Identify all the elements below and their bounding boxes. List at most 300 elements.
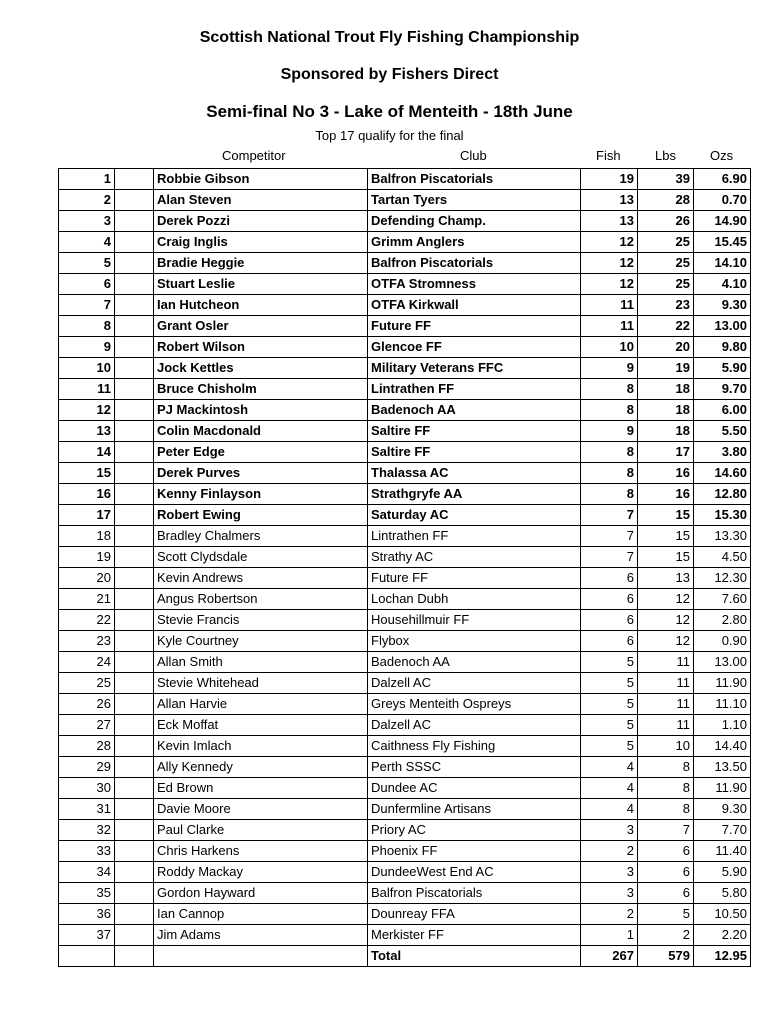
lbs-cell: 25 bbox=[638, 253, 694, 274]
competitor-cell: Grant Osler bbox=[154, 316, 368, 337]
row-blank-cell bbox=[115, 190, 154, 211]
club-cell: Badenoch AA bbox=[368, 652, 581, 673]
position-cell: 16 bbox=[59, 484, 115, 505]
total-lbs: 579 bbox=[638, 946, 694, 967]
row-blank-cell bbox=[115, 904, 154, 925]
column-header-lbs: Lbs bbox=[655, 148, 676, 163]
lbs-cell: 6 bbox=[638, 841, 694, 862]
table-row bbox=[59, 421, 751, 442]
fish-cell: 7 bbox=[581, 505, 638, 526]
table-row bbox=[59, 715, 751, 736]
ozs-cell: 13.00 bbox=[694, 316, 751, 337]
row-blank-cell bbox=[115, 526, 154, 547]
position-cell: 22 bbox=[59, 610, 115, 631]
position-cell: 19 bbox=[59, 547, 115, 568]
column-header-fish: Fish bbox=[596, 148, 621, 163]
row-blank-cell bbox=[115, 757, 154, 778]
total-blank-cell bbox=[115, 946, 154, 967]
fish-cell: 5 bbox=[581, 673, 638, 694]
row-blank-cell bbox=[115, 484, 154, 505]
fish-cell: 5 bbox=[581, 736, 638, 757]
table-row bbox=[59, 799, 751, 820]
competitor-cell: Ian Cannop bbox=[154, 904, 368, 925]
competitor-cell: Kyle Courtney bbox=[154, 631, 368, 652]
row-blank-cell bbox=[115, 568, 154, 589]
ozs-cell: 1.10 bbox=[694, 715, 751, 736]
column-header-club: Club bbox=[460, 148, 487, 163]
row-blank-cell bbox=[115, 169, 154, 190]
competitor-cell: PJ Mackintosh bbox=[154, 400, 368, 421]
position-cell: 33 bbox=[59, 841, 115, 862]
ozs-cell: 9.30 bbox=[694, 799, 751, 820]
competitor-cell: Ally Kennedy bbox=[154, 757, 368, 778]
lbs-cell: 16 bbox=[638, 484, 694, 505]
table-row bbox=[59, 526, 751, 547]
competitor-cell: Stuart Leslie bbox=[154, 274, 368, 295]
column-header-ozs: Ozs bbox=[710, 148, 734, 163]
competitor-cell: Bruce Chisholm bbox=[154, 379, 368, 400]
row-blank-cell bbox=[115, 421, 154, 442]
lbs-cell: 2 bbox=[638, 925, 694, 946]
fish-cell: 3 bbox=[581, 862, 638, 883]
competitor-cell: Chris Harkens bbox=[154, 841, 368, 862]
table-row bbox=[59, 568, 751, 589]
column-header-competitor: Competitor bbox=[222, 148, 286, 163]
competitor-cell: Alan Steven bbox=[154, 190, 368, 211]
row-blank-cell bbox=[115, 925, 154, 946]
ozs-cell: 2.80 bbox=[694, 610, 751, 631]
position-cell: 7 bbox=[59, 295, 115, 316]
club-cell: Balfron Piscatorials bbox=[368, 169, 581, 190]
club-cell: Saltire FF bbox=[368, 442, 581, 463]
fish-cell: 12 bbox=[581, 253, 638, 274]
fish-cell: 8 bbox=[581, 463, 638, 484]
competitor-cell: Bradie Heggie bbox=[154, 253, 368, 274]
fish-cell: 9 bbox=[581, 421, 638, 442]
ozs-cell: 11.10 bbox=[694, 694, 751, 715]
row-blank-cell bbox=[115, 274, 154, 295]
club-cell: Saltire FF bbox=[368, 421, 581, 442]
table-row bbox=[59, 253, 751, 274]
competitor-cell: Bradley Chalmers bbox=[154, 526, 368, 547]
fish-cell: 7 bbox=[581, 526, 638, 547]
club-cell: DundeeWest End AC bbox=[368, 862, 581, 883]
lbs-cell: 16 bbox=[638, 463, 694, 484]
row-blank-cell bbox=[115, 883, 154, 904]
table-row bbox=[59, 610, 751, 631]
fish-cell: 8 bbox=[581, 442, 638, 463]
fish-cell: 11 bbox=[581, 295, 638, 316]
club-cell: Strathgryfe AA bbox=[368, 484, 581, 505]
position-cell: 28 bbox=[59, 736, 115, 757]
lbs-cell: 12 bbox=[638, 631, 694, 652]
row-blank-cell bbox=[115, 211, 154, 232]
position-cell: 17 bbox=[59, 505, 115, 526]
qualify-note: Top 17 qualify for the final bbox=[315, 128, 464, 143]
competitor-cell: Colin Macdonald bbox=[154, 421, 368, 442]
row-blank-cell bbox=[115, 442, 154, 463]
table-row bbox=[59, 820, 751, 841]
total-label: Total bbox=[368, 946, 581, 967]
ozs-cell: 14.10 bbox=[694, 253, 751, 274]
table-row bbox=[59, 316, 751, 337]
ozs-cell: 14.60 bbox=[694, 463, 751, 484]
lbs-cell: 8 bbox=[638, 778, 694, 799]
ozs-cell: 9.80 bbox=[694, 337, 751, 358]
position-cell: 32 bbox=[59, 820, 115, 841]
row-blank-cell bbox=[115, 400, 154, 421]
position-cell: 10 bbox=[59, 358, 115, 379]
fish-cell: 3 bbox=[581, 820, 638, 841]
club-cell: Househillmuir FF bbox=[368, 610, 581, 631]
lbs-cell: 12 bbox=[638, 589, 694, 610]
club-cell: Priory AC bbox=[368, 820, 581, 841]
ozs-cell: 14.90 bbox=[694, 211, 751, 232]
table-row bbox=[59, 358, 751, 379]
lbs-cell: 20 bbox=[638, 337, 694, 358]
ozs-cell: 4.10 bbox=[694, 274, 751, 295]
table-row bbox=[59, 778, 751, 799]
position-cell: 30 bbox=[59, 778, 115, 799]
competitor-cell: Robbie Gibson bbox=[154, 169, 368, 190]
position-cell: 20 bbox=[59, 568, 115, 589]
row-blank-cell bbox=[115, 337, 154, 358]
ozs-cell: 12.30 bbox=[694, 568, 751, 589]
lbs-cell: 10 bbox=[638, 736, 694, 757]
lbs-cell: 39 bbox=[638, 169, 694, 190]
club-cell: Lochan Dubh bbox=[368, 589, 581, 610]
club-cell: Strathy AC bbox=[368, 547, 581, 568]
table-row bbox=[59, 274, 751, 295]
total-ozs: 12.95 bbox=[694, 946, 751, 967]
row-blank-cell bbox=[115, 694, 154, 715]
competitor-cell: Paul Clarke bbox=[154, 820, 368, 841]
fish-cell: 10 bbox=[581, 337, 638, 358]
competitor-cell: Allan Smith bbox=[154, 652, 368, 673]
lbs-cell: 15 bbox=[638, 547, 694, 568]
table-row bbox=[59, 211, 751, 232]
ozs-cell: 3.80 bbox=[694, 442, 751, 463]
club-cell: Defending Champ. bbox=[368, 211, 581, 232]
club-cell: Greys Menteith Ospreys bbox=[368, 694, 581, 715]
competitor-cell: Ian Hutcheon bbox=[154, 295, 368, 316]
lbs-cell: 5 bbox=[638, 904, 694, 925]
row-blank-cell bbox=[115, 778, 154, 799]
position-cell: 2 bbox=[59, 190, 115, 211]
table-row bbox=[59, 841, 751, 862]
position-cell: 5 bbox=[59, 253, 115, 274]
fish-cell: 5 bbox=[581, 715, 638, 736]
club-cell: Thalassa AC bbox=[368, 463, 581, 484]
championship-title: Scottish National Trout Fly Fishing Championship bbox=[199, 29, 580, 46]
competitor-cell: Angus Robertson bbox=[154, 589, 368, 610]
ozs-cell: 13.00 bbox=[694, 652, 751, 673]
position-cell: 1 bbox=[59, 169, 115, 190]
lbs-cell: 26 bbox=[638, 211, 694, 232]
fish-cell: 4 bbox=[581, 778, 638, 799]
club-cell: Flybox bbox=[368, 631, 581, 652]
lbs-cell: 23 bbox=[638, 295, 694, 316]
club-cell: Tartan Tyers bbox=[368, 190, 581, 211]
position-cell: 12 bbox=[59, 400, 115, 421]
table-row bbox=[59, 673, 751, 694]
ozs-cell: 9.30 bbox=[694, 295, 751, 316]
table-row bbox=[59, 694, 751, 715]
fish-cell: 4 bbox=[581, 799, 638, 820]
fish-cell: 19 bbox=[581, 169, 638, 190]
lbs-cell: 11 bbox=[638, 652, 694, 673]
fish-cell: 3 bbox=[581, 883, 638, 904]
row-blank-cell bbox=[115, 736, 154, 757]
competitor-cell: Kevin Imlach bbox=[154, 736, 368, 757]
table-row bbox=[59, 736, 751, 757]
position-cell: 35 bbox=[59, 883, 115, 904]
fish-cell: 7 bbox=[581, 547, 638, 568]
fish-cell: 13 bbox=[581, 211, 638, 232]
lbs-cell: 25 bbox=[638, 274, 694, 295]
fish-cell: 12 bbox=[581, 232, 638, 253]
table-row bbox=[59, 652, 751, 673]
lbs-cell: 18 bbox=[638, 379, 694, 400]
table-row bbox=[59, 484, 751, 505]
club-cell: Lintrathen FF bbox=[368, 526, 581, 547]
club-cell: Dunfermline Artisans bbox=[368, 799, 581, 820]
lbs-cell: 6 bbox=[638, 862, 694, 883]
table-row bbox=[59, 379, 751, 400]
club-cell: Caithness Fly Fishing bbox=[368, 736, 581, 757]
position-cell: 21 bbox=[59, 589, 115, 610]
lbs-cell: 12 bbox=[638, 610, 694, 631]
ozs-cell: 5.90 bbox=[694, 358, 751, 379]
competitor-cell: Robert Wilson bbox=[154, 337, 368, 358]
fish-cell: 6 bbox=[581, 589, 638, 610]
competitor-cell: Robert Ewing bbox=[154, 505, 368, 526]
competitor-cell: Kenny Finlayson bbox=[154, 484, 368, 505]
competitor-cell: Jim Adams bbox=[154, 925, 368, 946]
club-cell: Lintrathen FF bbox=[368, 379, 581, 400]
total-name-cell bbox=[154, 946, 368, 967]
fish-cell: 6 bbox=[581, 568, 638, 589]
position-cell: 4 bbox=[59, 232, 115, 253]
position-cell: 25 bbox=[59, 673, 115, 694]
position-cell: 13 bbox=[59, 421, 115, 442]
ozs-cell: 5.80 bbox=[694, 883, 751, 904]
ozs-cell: 12.80 bbox=[694, 484, 751, 505]
ozs-cell: 11.90 bbox=[694, 673, 751, 694]
table-row bbox=[59, 883, 751, 904]
lbs-cell: 11 bbox=[638, 673, 694, 694]
lbs-cell: 28 bbox=[638, 190, 694, 211]
row-blank-cell bbox=[115, 715, 154, 736]
position-cell: 37 bbox=[59, 925, 115, 946]
total-pos-cell bbox=[59, 946, 115, 967]
table-row bbox=[59, 505, 751, 526]
table-row bbox=[59, 400, 751, 421]
ozs-cell: 9.70 bbox=[694, 379, 751, 400]
ozs-cell: 7.60 bbox=[694, 589, 751, 610]
row-blank-cell bbox=[115, 820, 154, 841]
club-cell: Dounreay FFA bbox=[368, 904, 581, 925]
competitor-cell: Eck Moffat bbox=[154, 715, 368, 736]
fish-cell: 2 bbox=[581, 904, 638, 925]
table-row bbox=[59, 169, 751, 190]
ozs-cell: 4.50 bbox=[694, 547, 751, 568]
row-blank-cell bbox=[115, 652, 154, 673]
competitor-cell: Craig Inglis bbox=[154, 232, 368, 253]
club-cell: Dalzell AC bbox=[368, 673, 581, 694]
table-row bbox=[59, 190, 751, 211]
table-row bbox=[59, 904, 751, 925]
table-row bbox=[59, 757, 751, 778]
competitor-cell: Stevie Whitehead bbox=[154, 673, 368, 694]
row-blank-cell bbox=[115, 673, 154, 694]
lbs-cell: 8 bbox=[638, 757, 694, 778]
row-blank-cell bbox=[115, 379, 154, 400]
position-cell: 8 bbox=[59, 316, 115, 337]
ozs-cell: 13.50 bbox=[694, 757, 751, 778]
fish-cell: 8 bbox=[581, 379, 638, 400]
row-blank-cell bbox=[115, 253, 154, 274]
lbs-cell: 6 bbox=[638, 883, 694, 904]
club-cell: Saturday AC bbox=[368, 505, 581, 526]
fish-cell: 6 bbox=[581, 631, 638, 652]
row-blank-cell bbox=[115, 862, 154, 883]
fish-cell: 5 bbox=[581, 652, 638, 673]
table-row bbox=[59, 442, 751, 463]
lbs-cell: 18 bbox=[638, 400, 694, 421]
ozs-cell: 15.45 bbox=[694, 232, 751, 253]
club-cell: Glencoe FF bbox=[368, 337, 581, 358]
fish-cell: 6 bbox=[581, 610, 638, 631]
club-cell: OTFA Stromness bbox=[368, 274, 581, 295]
ozs-cell: 11.40 bbox=[694, 841, 751, 862]
ozs-cell: 0.90 bbox=[694, 631, 751, 652]
club-cell: Balfron Piscatorials bbox=[368, 883, 581, 904]
competitor-cell: Peter Edge bbox=[154, 442, 368, 463]
row-blank-cell bbox=[115, 547, 154, 568]
ozs-cell: 14.40 bbox=[694, 736, 751, 757]
position-cell: 34 bbox=[59, 862, 115, 883]
row-blank-cell bbox=[115, 610, 154, 631]
table-row bbox=[59, 547, 751, 568]
competitor-cell: Kevin Andrews bbox=[154, 568, 368, 589]
ozs-cell: 6.00 bbox=[694, 400, 751, 421]
competitor-cell: Roddy Mackay bbox=[154, 862, 368, 883]
club-cell: Military Veterans FFC bbox=[368, 358, 581, 379]
position-cell: 23 bbox=[59, 631, 115, 652]
position-cell: 26 bbox=[59, 694, 115, 715]
competitor-cell: Davie Moore bbox=[154, 799, 368, 820]
competitor-cell: Jock Kettles bbox=[154, 358, 368, 379]
sponsor-line: Sponsored by Fishers Direct bbox=[280, 66, 499, 83]
club-cell: OTFA Kirkwall bbox=[368, 295, 581, 316]
lbs-cell: 22 bbox=[638, 316, 694, 337]
table-row bbox=[59, 589, 751, 610]
position-cell: 27 bbox=[59, 715, 115, 736]
club-cell: Dundee AC bbox=[368, 778, 581, 799]
fish-cell: 5 bbox=[581, 694, 638, 715]
fish-cell: 4 bbox=[581, 757, 638, 778]
row-blank-cell bbox=[115, 589, 154, 610]
position-cell: 9 bbox=[59, 337, 115, 358]
total-fish: 267 bbox=[581, 946, 638, 967]
table-row bbox=[59, 925, 751, 946]
lbs-cell: 15 bbox=[638, 505, 694, 526]
club-cell: Dalzell AC bbox=[368, 715, 581, 736]
ozs-cell: 10.50 bbox=[694, 904, 751, 925]
position-cell: 3 bbox=[59, 211, 115, 232]
position-cell: 11 bbox=[59, 379, 115, 400]
ozs-cell: 7.70 bbox=[694, 820, 751, 841]
row-blank-cell bbox=[115, 631, 154, 652]
ozs-cell: 6.90 bbox=[694, 169, 751, 190]
club-cell: Phoenix FF bbox=[368, 841, 581, 862]
competitor-cell: Ed Brown bbox=[154, 778, 368, 799]
competitor-cell: Gordon Hayward bbox=[154, 883, 368, 904]
position-cell: 6 bbox=[59, 274, 115, 295]
ozs-cell: 5.50 bbox=[694, 421, 751, 442]
club-cell: Merkister FF bbox=[368, 925, 581, 946]
fish-cell: 11 bbox=[581, 316, 638, 337]
event-title: Semi-final No 3 - Lake of Menteith - 18th June bbox=[206, 102, 573, 121]
club-cell: Future FF bbox=[368, 316, 581, 337]
row-blank-cell bbox=[115, 316, 154, 337]
fish-cell: 2 bbox=[581, 841, 638, 862]
club-cell: Balfron Piscatorials bbox=[368, 253, 581, 274]
lbs-cell: 7 bbox=[638, 820, 694, 841]
lbs-cell: 11 bbox=[638, 715, 694, 736]
row-blank-cell bbox=[115, 358, 154, 379]
fish-cell: 8 bbox=[581, 484, 638, 505]
table-row bbox=[59, 232, 751, 253]
results-table bbox=[58, 168, 751, 967]
row-blank-cell bbox=[115, 463, 154, 484]
club-cell: Perth SSSC bbox=[368, 757, 581, 778]
fish-cell: 12 bbox=[581, 274, 638, 295]
table-row bbox=[59, 862, 751, 883]
lbs-cell: 13 bbox=[638, 568, 694, 589]
position-cell: 18 bbox=[59, 526, 115, 547]
ozs-cell: 2.20 bbox=[694, 925, 751, 946]
ozs-cell: 13.30 bbox=[694, 526, 751, 547]
competitor-cell: Derek Pozzi bbox=[154, 211, 368, 232]
lbs-cell: 19 bbox=[638, 358, 694, 379]
club-cell: Grimm Anglers bbox=[368, 232, 581, 253]
row-blank-cell bbox=[115, 232, 154, 253]
position-cell: 31 bbox=[59, 799, 115, 820]
row-blank-cell bbox=[115, 841, 154, 862]
lbs-cell: 25 bbox=[638, 232, 694, 253]
ozs-cell: 0.70 bbox=[694, 190, 751, 211]
lbs-cell: 8 bbox=[638, 799, 694, 820]
fish-cell: 8 bbox=[581, 400, 638, 421]
competitor-cell: Derek Purves bbox=[154, 463, 368, 484]
competitor-cell: Stevie Francis bbox=[154, 610, 368, 631]
position-cell: 24 bbox=[59, 652, 115, 673]
position-cell: 36 bbox=[59, 904, 115, 925]
results-body bbox=[59, 169, 751, 967]
ozs-cell: 5.90 bbox=[694, 862, 751, 883]
lbs-cell: 11 bbox=[638, 694, 694, 715]
total-row bbox=[59, 946, 751, 967]
ozs-cell: 11.90 bbox=[694, 778, 751, 799]
competitor-cell: Scott Clydsdale bbox=[154, 547, 368, 568]
position-cell: 29 bbox=[59, 757, 115, 778]
table-row bbox=[59, 295, 751, 316]
club-cell: Badenoch AA bbox=[368, 400, 581, 421]
lbs-cell: 18 bbox=[638, 421, 694, 442]
competitor-cell: Allan Harvie bbox=[154, 694, 368, 715]
